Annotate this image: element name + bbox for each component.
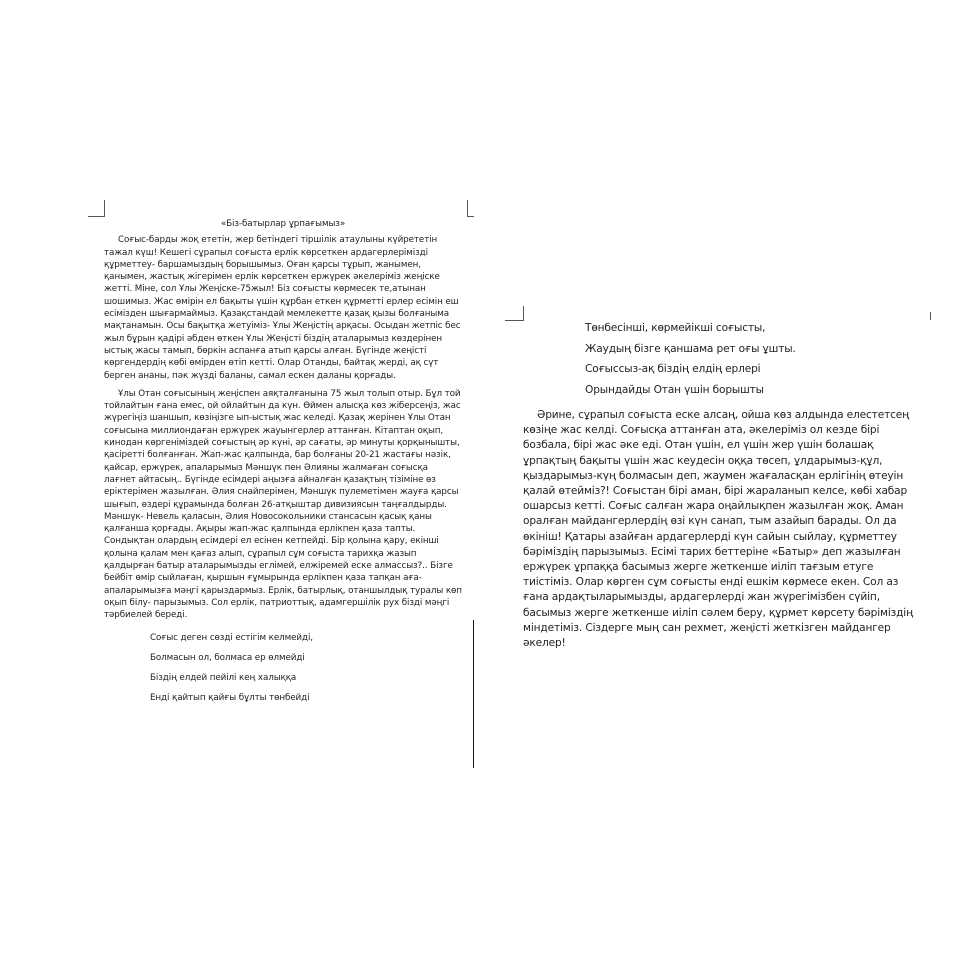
page1-corner-mark-left [88, 200, 105, 217]
document-page-right [523, 318, 925, 651]
paragraph: Ұлы Отан соғысының жеңіспен аяқталғанына 75 жыл толып отыр. Бұл той тойлайтын ғана емес, ой ойлайтын да күн. Өймен алысқа көз жіберсеңіз, жас жүрегіңіз шаншып, көзіңізге ып-ыстық жас келеді. Қазақ жерінен Ұлы Отан соғысына миллиондаған ержүрек жауынгерлер аттанған. Кітаптан оқып, кинодан көргеніміздей соғыстың әр күні, әр сағаты, әр минуты қорқынышты, қасіретті болғанған. Жап-жас қалпында, бар болғаны 20-21 жастағы нәзік, қайсар, ержүрек, апаларымыз Мәншүк пен Әлияны жалмаған соғысқа лағнет айтасың.. Бүгінде есімдері аңызға айналған қазақтың тізіміне өз еріктерімен жазылған. Әлия снайперімен, Мәншүк пулеметімен жауға қарсы шығып, өздері құрамында болған 26-атқыштар дивизиясын таңғалдырды. Мәншүк- Невель қаласын, Әлия Новосокольники стансасын қасық қаны қалғанша қорғады. Ақыры жап-жас қалпында ерлікпен қаза тапты. Сондықтан олардың есімдері ел есінен кетпейді. Бір қолына қару, екінші қолына қалам мен қағаз алып, сұрапыл сұм соғыста тарихқа жазып қалдырған батыр аталарымызды еглімей, елжіремей еске алмассыз?.. Бізге бейбіт өмір сыйлаған, қыршын ғұмырында ерлікпен қаза тапқан аға-апаларымызға мәңгі қарыздармыз. Ерлік, батырлық, отаншылдық туралы көп оқып білу- парызымыз. Сол ерлік, патриоттық, адамгершілік рух бізді мәңгі тәрбиелей береді. [104, 388, 462, 621]
page1-corner-mark-right [467, 200, 474, 217]
document-page-left [104, 218, 462, 708]
paragraph: Әрине, сұрапыл соғыста еске алсаң, ойша көз алдында елестетсең көзіңе жас келді. Соғысқа аттанған ата, әкелеріміз ол кезде бірі бозбала, бірі жас әке еді. Отан үшін, ел үшін жер үшін болашақ ұрпақтың бақыты үшін жас кеудесін оққа төсеп, ұлдарымыз-құл, қыздарымыз-күң болмасын деп, жаумен жағаласқан ерлігінің өтеуін қалай өтейміз?! Соғыстан бірі аман, бірі жараланып келсе, көбі хабар ошарсыз кетті. Соғыс салған жара оңайлықпен жазылған жоқ. Аман оралған майдангерлердің өзі күн санап, тым азайып барады. Ол да өкініш! Қатары азайған ардагерлерді күн сайын сыйлау, құрметтеу бәріміздің парызымыз. Есімі тарих беттеріне «Батыр» деп жазылған ержүрек ұрпаққа басымыз жерге жеткенше иіліп тағзым етуге тиістіміз. Олар көрген сұм соғысты енді ешкім көрмесе екен. Сол аз ғана ардақтыларымызды, ардагерлерді жан жүрегімізбен сүйіп, басымыз жерге жеткенше иіліп сәлем беру, құрмет көрсету бәріміздің міндетіміз. Сіздерге мың сан рехмет, жеңісті жеткізген майдангер әкелер! [523, 409, 913, 650]
page2-corner-mark-right [930, 312, 937, 320]
poem-stanza [150, 628, 462, 708]
poem-line: Біздің елдей пейілі кең халыққа [150, 672, 297, 683]
poem-line: Соғыс деген сөзді естігім келмейді, [150, 632, 313, 643]
poem-line: Орындайды Отан үшін борышты [585, 383, 764, 396]
poem-line: Енді қайтып қайғы бұлты төнбейді [150, 692, 310, 703]
poem-line: Төнбесінші, көрмейікші соғысты, [585, 322, 766, 334]
poem-line: Жаудың бізге қаншама рет оғы ұшты. [585, 342, 796, 355]
page-divider-line [473, 620, 474, 768]
page2-corner-mark-left [505, 306, 524, 321]
paragraph: Соғыс-барды жоқ ететін, жер бетіндегі тіршілік атаулыны күйрететін тажал күш! Кешегі сұрапыл соғыста ерлік көрсеткен ардагерлерімізді құрметтеу- баршамыздың борышымыз. Оған қарсы тұрып, жанымен, қанымен, жастық жігерімен ерлік көрсеткен ержүрек әкелеріміз жеңіске жетті. Міне, сол Ұлы Жеңіске-75жыл! Біз соғысты көрмесек те,атынан шошимыз. Жас өмірін ел бақыты үшін құрбан еткен құрметті ерлер есімін еш есімізден шығармаймыз. Қазақстандай мемлекетте қазақ қызы болғаныма мақтанамын. Осы бақытқа жетуіміз- Ұлы Жеңістің арқасы. Осыдан жетпіс бес жыл бұрын қадірі әбден өткен Ұлы Жеңісті біздің аталарымыз көздерінен ыстық жасы тамып, бөркін аспанға атып қарсы алған. Бүгінде жеңісті көргендердің көбі өмірден өтіп кетті. Олар Отанды, байтақ жерді, ақ сүт берген ананы, пәк жүзді баланы, самал ескен даланы қорғады. [104, 235, 461, 381]
poem-stanza [585, 318, 925, 400]
poem-line: Соғыссыз-ақ біздің елдің ерлері [585, 363, 761, 375]
poem-line: Болмасын ол, болмаса ер өлмейді [150, 652, 305, 663]
essay-title: «Біз-батырлар ұрпағымыз» [220, 219, 346, 229]
